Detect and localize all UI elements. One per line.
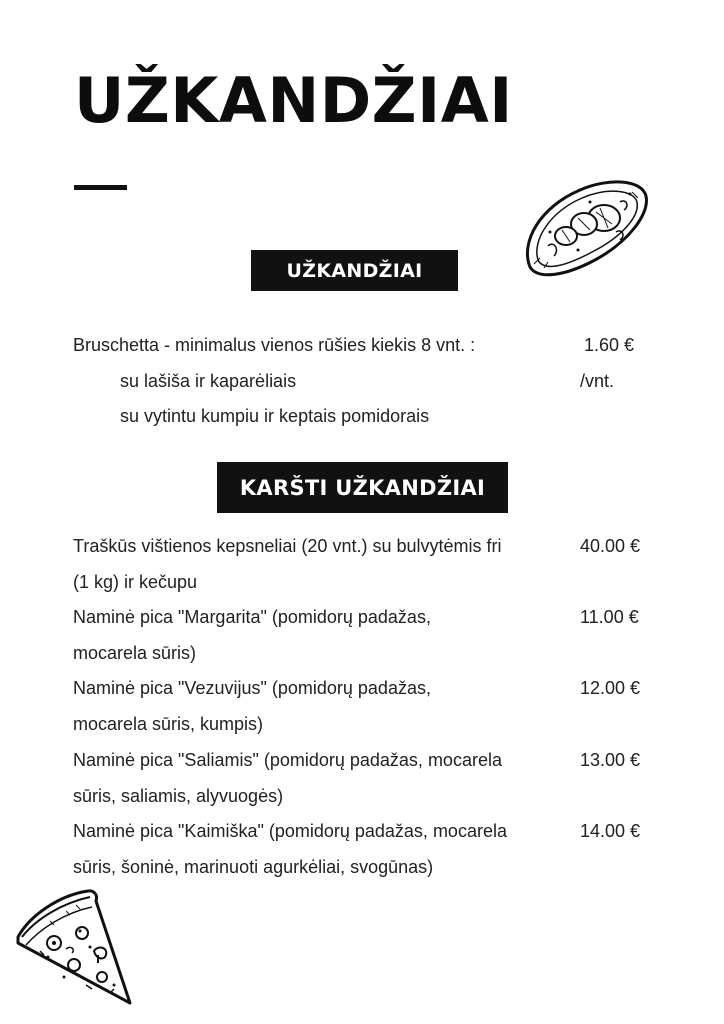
- menu-item-line2: sūris, saliamis, alyvuogės): [73, 786, 284, 806]
- menu-item-price: 13.00 €: [580, 750, 641, 770]
- menu-item-line2: (1 kg) ir kečupu: [73, 572, 198, 592]
- pizza-slice-illustration: [10, 885, 140, 1015]
- menu-item-line1: Naminė pica "Vezuvijus" (pomidorų padažas,: [73, 678, 431, 698]
- menu-item-line2: mocarela sūris): [73, 643, 197, 663]
- section-label-hot-appetizers: KARŠTI UŽKANDŽIAI: [217, 462, 508, 513]
- section-label-appetizers: UŽKANDŽIAI: [251, 250, 458, 291]
- menu-item-line2: mocarela sūris, kumpis): [73, 714, 264, 734]
- title-underline: [74, 185, 127, 190]
- menu-item-price: 14.00 €: [580, 821, 641, 841]
- menu-item-price: 40.00 €: [580, 536, 641, 556]
- menu-item-line1: Naminė pica "Margarita" (pomidorų padažas,: [73, 607, 431, 627]
- bruschetta-illustration: [520, 172, 650, 284]
- menu-item-price: 12.00 €: [580, 678, 641, 698]
- page-title: UŽKANDŽIAI: [74, 64, 513, 137]
- menu-item-price: 11.00 €: [580, 607, 639, 627]
- menu-item-line1: Naminė pica "Saliamis" (pomidorų padažas, mocarela: [73, 750, 502, 770]
- bruschetta-name: Bruschetta - minimalus vienos rūšies kiekis 8 vnt. :: [73, 335, 476, 355]
- bruschetta-price-unit: /vnt.: [580, 371, 615, 391]
- menu-item-line2: sūris, šoninė, marinuoti agurkėliai, svogūnas): [73, 857, 434, 877]
- bruschetta-price: 1.60 €: [584, 335, 635, 355]
- bruschetta-option-salmon: su lašiša ir kaparėliais: [120, 371, 297, 391]
- bruschetta-option-ham: su vytintu kumpiu ir keptais pomidorais: [120, 406, 430, 426]
- menu-item-line1: Naminė pica "Kaimiška" (pomidorų padažas, mocarela: [73, 821, 507, 841]
- menu-item-line1: Traškūs vištienos kepsneliai (20 vnt.) su bulvytėmis fri: [73, 536, 502, 556]
